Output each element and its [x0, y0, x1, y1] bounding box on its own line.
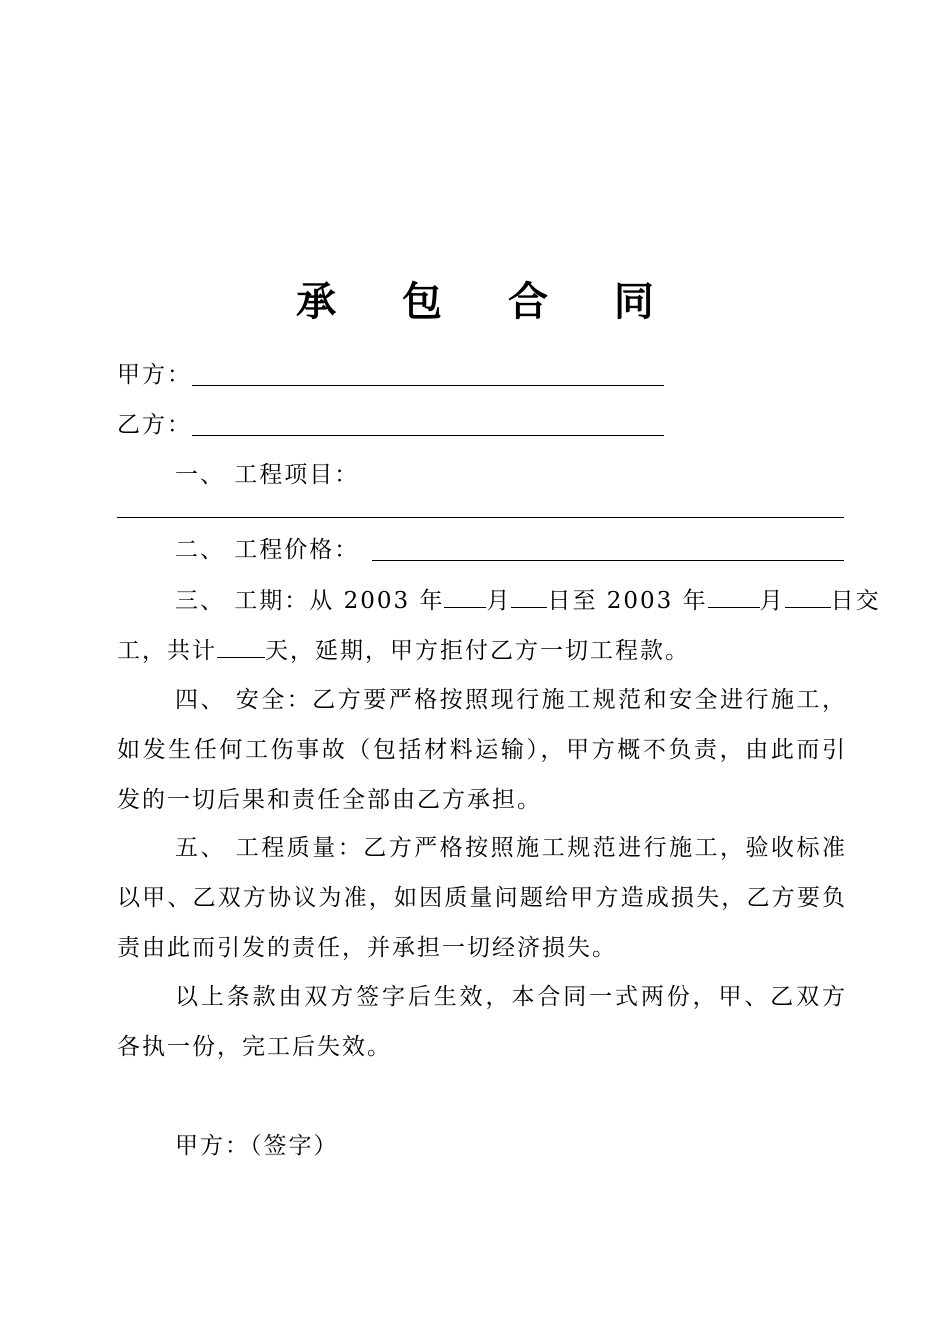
item1-project: 一、 工程项目： — [175, 462, 360, 488]
start-day-blank[interactable] — [511, 585, 547, 608]
item3-schedule-line2 — [117, 635, 690, 666]
party-b-line — [117, 410, 192, 440]
end-month-blank[interactable] — [708, 585, 760, 608]
item3-line2-end: 天，延期，甲方拒付乙方一切工程款。 — [265, 638, 690, 664]
party-b-label: 乙方： — [117, 412, 192, 438]
party-a-line — [117, 360, 192, 390]
party-a-label: 甲方： — [117, 362, 192, 388]
party-a-blank[interactable] — [192, 385, 664, 386]
item3-month1: 月 — [486, 588, 512, 614]
signature-line: 甲方：（签字） — [175, 1133, 339, 1159]
closing-clause: 以上条款由双方签字后生效，本合同一式两份，甲、乙双方各执一份，完工后失效。 — [117, 984, 847, 1060]
item5-quality: 五、 工程质量：乙方严格按照施工规范进行施工，验收标准以甲、乙双方协议为准，如因质量问题给甲方造成损失，乙方要负责由此而引发的责任，并承担一切经济损失。 — [117, 835, 847, 961]
project-blank[interactable] — [117, 517, 844, 518]
start-month-blank[interactable] — [444, 585, 486, 608]
item3-prefix: 三、 工期：从 2003 年 — [175, 588, 445, 614]
item3-day1: 日至 2003 年 — [547, 588, 708, 614]
page-title: 承 包 合 同 — [296, 279, 680, 325]
party-b-blank[interactable] — [192, 435, 664, 436]
item3-line2-start: 工，共计 — [117, 638, 217, 664]
item4-safety: 四、 安全：乙方要严格按照现行施工规范和安全进行施工，如发生任何工伤事故（包括材料运输），甲方概不负责，由此而引发的一切后果和责任全部由乙方承担。 — [117, 687, 847, 813]
end-day-blank[interactable] — [785, 585, 831, 608]
item3-month2: 月 — [759, 588, 785, 614]
total-days-blank[interactable] — [217, 635, 265, 658]
item3-schedule-line1 — [175, 585, 881, 616]
price-blank[interactable] — [372, 560, 844, 561]
item3-day2: 日交 — [830, 588, 881, 614]
item2-price: 二、 工程价格： — [175, 537, 360, 563]
